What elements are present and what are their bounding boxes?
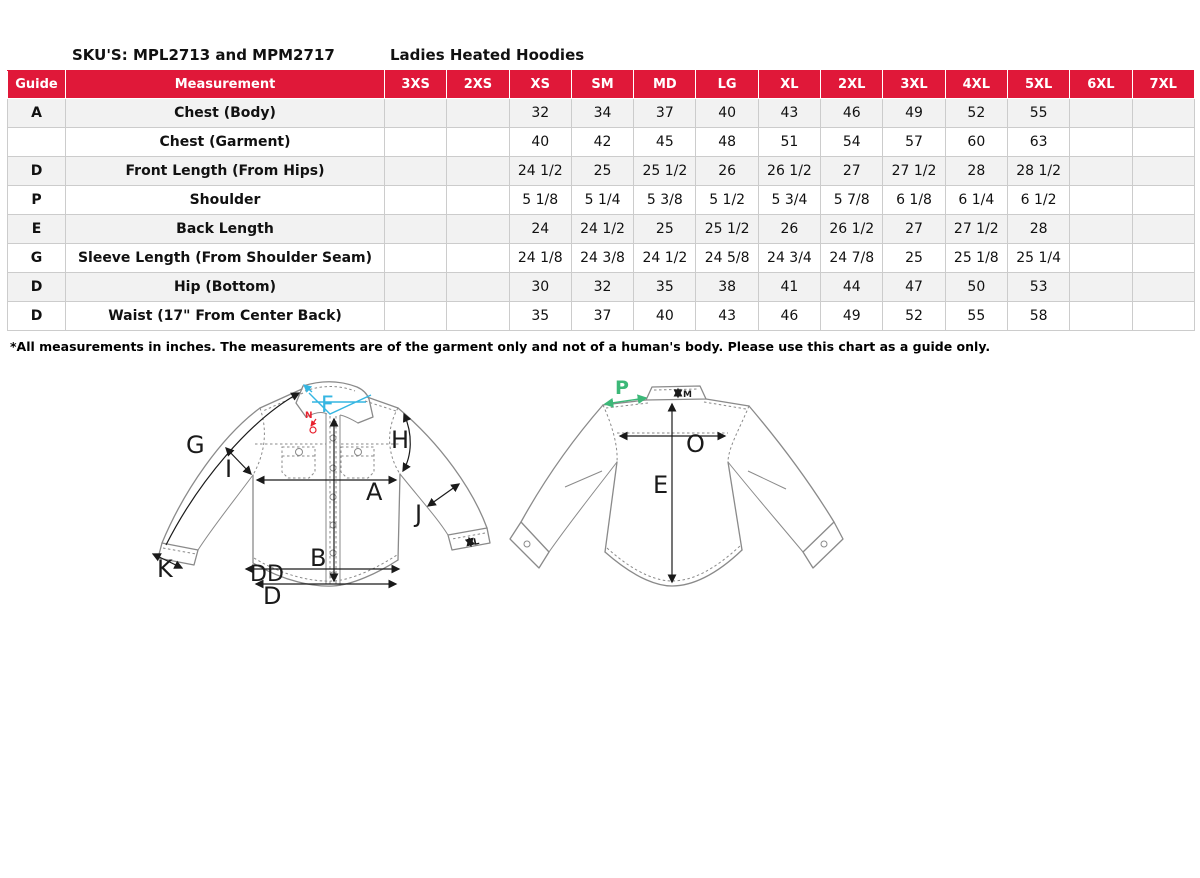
guide-cell: E	[8, 215, 66, 244]
column-header-4xl: 4XL	[945, 71, 1007, 99]
value-cell: 46	[758, 302, 820, 331]
value-cell: 35	[509, 302, 571, 331]
diagram-label-j: J	[415, 500, 423, 528]
column-header-sm: SM	[571, 71, 633, 99]
value-cell: 44	[821, 273, 883, 302]
value-cell: 24 1/2	[634, 244, 696, 273]
value-cell: 45	[634, 128, 696, 157]
value-cell: 28	[1007, 215, 1069, 244]
column-header-6xl: 6XL	[1070, 71, 1132, 99]
measurement-cell: Back Length	[66, 215, 385, 244]
value-cell: 43	[696, 302, 758, 331]
footnote: *All measurements in inches. The measurements are of the garment only and not of a human's body. Please use this chart as a guide only.	[10, 339, 991, 354]
value-cell: 32	[509, 99, 571, 128]
column-header-xs: XS	[509, 71, 571, 99]
column-header-2xs: 2XS	[447, 71, 509, 99]
table-row	[8, 128, 1195, 157]
value-cell: 5 1/8	[509, 186, 571, 215]
value-cell: 28	[945, 157, 1007, 186]
value-cell: 58	[1007, 302, 1069, 331]
measurement-cell: Chest (Body)	[66, 99, 385, 128]
value-cell: 37	[571, 302, 633, 331]
value-cell	[385, 273, 447, 302]
table-row	[8, 302, 1195, 331]
value-cell: 5 3/4	[758, 186, 820, 215]
value-cell	[1070, 157, 1132, 186]
value-cell: 6 1/2	[1007, 186, 1069, 215]
measurement-cell: Shoulder	[66, 186, 385, 215]
value-cell: 25 1/2	[634, 157, 696, 186]
guide-cell: D	[8, 302, 66, 331]
value-cell	[385, 99, 447, 128]
value-cell	[1070, 244, 1132, 273]
guide-cell: P	[8, 186, 66, 215]
value-cell	[1070, 128, 1132, 157]
value-cell: 25 1/2	[696, 215, 758, 244]
value-cell: 24 5/8	[696, 244, 758, 273]
column-header-3xs: 3XS	[385, 71, 447, 99]
value-cell: 49	[883, 99, 945, 128]
value-cell	[1070, 302, 1132, 331]
value-cell	[1070, 99, 1132, 128]
diagram-label-b: B	[310, 544, 327, 572]
value-cell: 5 1/4	[571, 186, 633, 215]
value-cell: 27	[821, 157, 883, 186]
diagram-label-l: L	[472, 536, 481, 548]
value-cell: 5 1/2	[696, 186, 758, 215]
value-cell: 48	[696, 128, 758, 157]
diagram-label-p: P	[615, 377, 629, 399]
value-cell: 40	[696, 99, 758, 128]
value-cell	[1070, 215, 1132, 244]
diagram-label-h: H	[391, 426, 410, 454]
guide-cell: A	[8, 99, 66, 128]
guide-cell	[8, 128, 66, 157]
value-cell: 34	[571, 99, 633, 128]
value-cell: 63	[1007, 128, 1069, 157]
value-cell	[1132, 99, 1194, 128]
value-cell: 26 1/2	[758, 157, 820, 186]
value-cell: 55	[945, 302, 1007, 331]
value-cell: 52	[945, 99, 1007, 128]
value-cell: 5 7/8	[821, 186, 883, 215]
value-cell: 24 1/2	[509, 157, 571, 186]
value-cell: 25 1/4	[1007, 244, 1069, 273]
diagram-label-k: K	[157, 555, 173, 583]
value-cell: 26	[758, 215, 820, 244]
diagram-label-dd: DD	[250, 562, 284, 587]
value-cell	[447, 302, 509, 331]
value-cell	[385, 302, 447, 331]
value-cell	[385, 244, 447, 273]
value-cell: 57	[883, 128, 945, 157]
value-cell: 40	[509, 128, 571, 157]
value-cell: 6 1/8	[883, 186, 945, 215]
value-cell: 38	[696, 273, 758, 302]
value-cell: 27 1/2	[945, 215, 1007, 244]
back-view-drawing	[510, 377, 843, 586]
value-cell: 24	[509, 215, 571, 244]
diagram-label-m: M	[683, 390, 692, 400]
value-cell: 25	[634, 215, 696, 244]
diagram-label-i: I	[225, 455, 233, 483]
measurement-cell: Hip (Bottom)	[66, 273, 385, 302]
value-cell: 51	[758, 128, 820, 157]
value-cell: 32	[571, 273, 633, 302]
value-cell: 42	[571, 128, 633, 157]
measurement-cell: Front Length (From Hips)	[66, 157, 385, 186]
value-cell: 40	[634, 302, 696, 331]
column-header-2xl: 2XL	[821, 71, 883, 99]
value-cell: 24 7/8	[821, 244, 883, 273]
value-cell	[1132, 157, 1194, 186]
value-cell	[1132, 273, 1194, 302]
value-cell: 52	[883, 302, 945, 331]
value-cell: 24 1/8	[509, 244, 571, 273]
value-cell: 54	[821, 128, 883, 157]
product-title: Ladies Heated Hoodies	[390, 46, 585, 64]
value-cell: 26 1/2	[821, 215, 883, 244]
value-cell: 24 3/4	[758, 244, 820, 273]
table-row	[8, 186, 1195, 215]
diagram-label-n: N	[305, 411, 313, 421]
diagram-label-d: D	[263, 582, 282, 610]
column-header-xl: XL	[758, 71, 820, 99]
measurement-cell: Chest (Garment)	[66, 128, 385, 157]
diagram-label-o: O	[686, 430, 705, 458]
value-cell: 50	[945, 273, 1007, 302]
value-cell	[385, 128, 447, 157]
guide-cell: G	[8, 244, 66, 273]
value-cell	[1070, 186, 1132, 215]
value-cell: 27 1/2	[883, 157, 945, 186]
value-cell	[385, 157, 447, 186]
garment-diagram	[0, 372, 1200, 652]
value-cell: 46	[821, 99, 883, 128]
column-header-5xl: 5XL	[1007, 71, 1069, 99]
value-cell	[447, 99, 509, 128]
guide-cell: D	[8, 157, 66, 186]
value-cell	[447, 186, 509, 215]
table-row	[8, 157, 1195, 186]
value-cell	[385, 215, 447, 244]
column-header-measurement: Measurement	[66, 71, 385, 99]
value-cell: 27	[883, 215, 945, 244]
value-cell	[1132, 186, 1194, 215]
value-cell: 35	[634, 273, 696, 302]
column-header-3xl: 3XL	[883, 71, 945, 99]
value-cell	[447, 215, 509, 244]
table-row	[8, 215, 1195, 244]
value-cell	[1132, 244, 1194, 273]
value-cell: 26	[696, 157, 758, 186]
value-cell: 49	[821, 302, 883, 331]
value-cell: 24 1/2	[571, 215, 633, 244]
size-chart-table	[7, 70, 1195, 331]
value-cell: 41	[758, 273, 820, 302]
value-cell: 60	[945, 128, 1007, 157]
value-cell	[385, 186, 447, 215]
column-header-7xl: 7XL	[1132, 71, 1194, 99]
value-cell: 47	[883, 273, 945, 302]
value-cell: 55	[1007, 99, 1069, 128]
diagram-label-e: E	[653, 471, 669, 499]
diagram-label-g: G	[186, 431, 205, 459]
value-cell: 25 1/8	[945, 244, 1007, 273]
table-row	[8, 99, 1195, 128]
value-cell: 24 3/8	[571, 244, 633, 273]
value-cell	[447, 128, 509, 157]
value-cell: 30	[509, 273, 571, 302]
value-cell: 25	[883, 244, 945, 273]
value-cell	[447, 157, 509, 186]
value-cell	[1070, 273, 1132, 302]
column-header-md: MD	[634, 71, 696, 99]
column-header-lg: LG	[696, 71, 758, 99]
value-cell	[1132, 128, 1194, 157]
sku-title: SKU'S: MPL2713 and MPM2717	[72, 46, 335, 64]
value-cell: 6 1/4	[945, 186, 1007, 215]
table-row	[8, 244, 1195, 273]
value-cell	[1132, 215, 1194, 244]
value-cell	[1132, 302, 1194, 331]
column-header-guide: Guide	[8, 71, 66, 99]
value-cell: 28 1/2	[1007, 157, 1069, 186]
measurement-cell: Waist (17" From Center Back)	[66, 302, 385, 331]
table-header-row	[8, 71, 1195, 99]
value-cell: 37	[634, 99, 696, 128]
diagram-label-f: F	[321, 393, 334, 418]
guide-cell: D	[8, 273, 66, 302]
value-cell	[447, 273, 509, 302]
value-cell: 5 3/8	[634, 186, 696, 215]
front-view-drawing	[153, 382, 490, 610]
value-cell	[447, 244, 509, 273]
value-cell: 53	[1007, 273, 1069, 302]
table-row	[8, 273, 1195, 302]
value-cell: 43	[758, 99, 820, 128]
value-cell: 25	[571, 157, 633, 186]
diagram-label-a: A	[366, 478, 383, 506]
measurement-cell: Sleeve Length (From Shoulder Seam)	[66, 244, 385, 273]
